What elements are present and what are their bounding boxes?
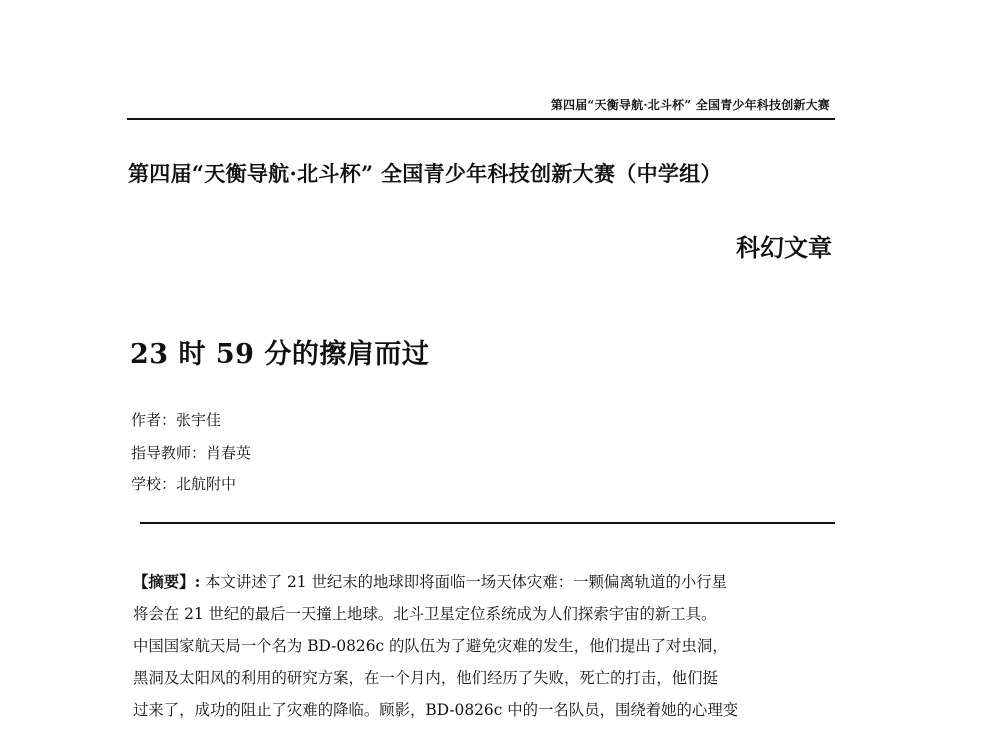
abstract-line-2: 将会在 21 世纪的最后一天撞上地球。北斗卫星定位系统成为人们探索宇宙的新工具。 (133, 605, 717, 623)
teacher-line: 指导教师：肖春英 (131, 444, 252, 462)
abstract (133, 566, 835, 726)
article-title: 23 时 59 分的擦肩而过 (130, 339, 430, 370)
header-divider (127, 118, 835, 120)
article-category: 科幻文章 (736, 233, 832, 262)
abstract-line-3: 中国国家航天局一个名为 BD-0826c 的队伍为了避免灾难的发生，他们提出了对虫洞， (133, 637, 728, 655)
contest-title: 第四届“天衡导航·北斗杯” 全国青少年科技创新大赛（中学组） (128, 161, 722, 186)
section-divider (140, 522, 835, 524)
abstract-line-1 (133, 566, 835, 598)
abstract-line-4: 黑洞及太阳风的利用的研究方案，在一个月内，他们经历了失败，死亡的打击，他们挺 (133, 669, 718, 687)
abstract-text: 本文讲述了 21 世纪末的地球即将面临一场天体灾难：一颗偏离轨道的小行星 (200, 573, 728, 591)
author-line: 作者：张宇佳 (131, 411, 222, 429)
running-header: 第四届“天衡导航·北斗杯” 全国青少年科技创新大赛 (550, 98, 830, 112)
school-line: 学校：北航附中 (131, 475, 237, 493)
abstract-line-5: 过来了，成功的阻止了灾难的降临。顾影，BD-0826c 中的一名队员，围绕着她的心理变 (133, 701, 739, 719)
abstract-label: 【摘要】: (133, 573, 201, 591)
